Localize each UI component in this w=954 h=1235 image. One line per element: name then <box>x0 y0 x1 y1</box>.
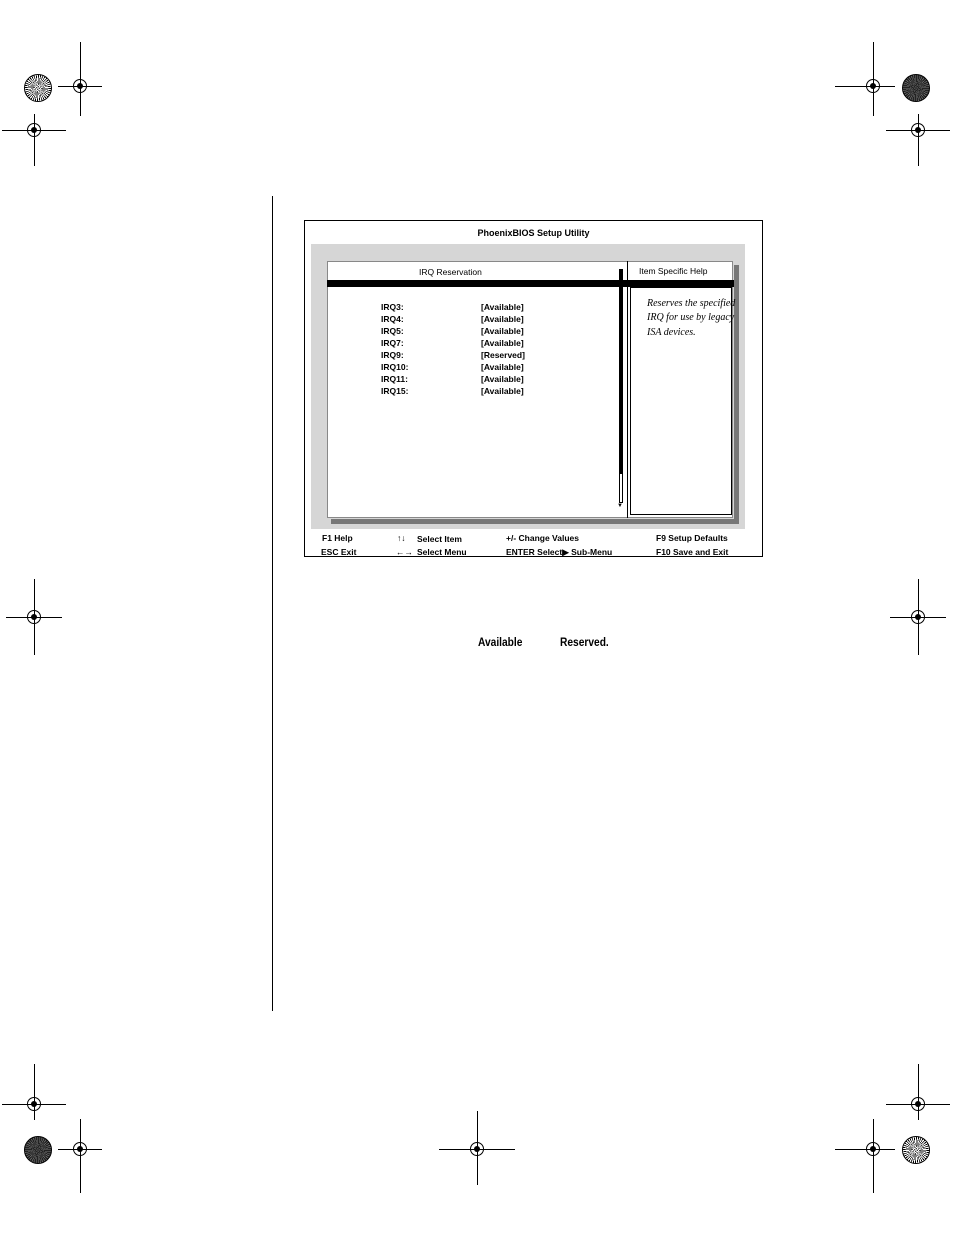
key-f10-save: F10 Save and Exit <box>656 547 729 557</box>
irq-value[interactable]: [Available] <box>481 362 524 372</box>
help-text: Reserves the specified IRQ for use by legacy ISA devices. <box>647 298 736 338</box>
margin-rule <box>272 196 273 1011</box>
key-enter-select <box>506 547 612 558</box>
key-change-values: +/- Change Values <box>506 533 579 543</box>
color-bar-starburst-icon <box>24 74 52 102</box>
key-select-item: Select Item <box>417 534 462 544</box>
color-bar-starburst-icon <box>902 74 930 102</box>
play-arrow-icon: ▶ <box>562 547 569 557</box>
color-bar-starburst-icon <box>902 1136 930 1164</box>
panel-shadow <box>331 519 739 524</box>
irq-name: IRQ9: <box>381 350 404 360</box>
bios-screenshot <box>304 220 763 557</box>
irq-value[interactable]: [Available] <box>481 374 524 384</box>
irq-value[interactable]: [Available] <box>481 326 524 336</box>
irq-name: IRQ5: <box>381 326 404 336</box>
scrollbar-track[interactable] <box>619 473 623 503</box>
irq-name: IRQ11: <box>381 374 408 384</box>
bios-title: PhoenixBIOS Setup Utility <box>477 228 590 238</box>
irq-name: IRQ10: <box>381 362 409 372</box>
help-title: Item Specific Help <box>639 266 708 276</box>
sub-menu-label: Sub-Menu <box>571 547 613 557</box>
caption-reserved: Reserved. <box>560 635 609 649</box>
irq-name: IRQ4: <box>381 314 404 324</box>
key-f1-help: F1 Help <box>322 533 353 543</box>
panel-divider <box>627 261 628 518</box>
key-select-menu: Select Menu <box>417 547 467 557</box>
caption-available: Available <box>478 635 523 649</box>
enter-select-label: ENTER Select <box>506 547 563 557</box>
irq-name: IRQ7: <box>381 338 404 348</box>
color-bar-starburst-icon <box>24 1136 52 1164</box>
scroll-down-arrow-icon[interactable]: ▼ <box>617 503 623 509</box>
irq-value[interactable]: [Available] <box>481 302 524 312</box>
updown-arrows-icon: ↑↓ <box>397 533 406 543</box>
key-esc-exit: ESC Exit <box>321 547 357 557</box>
irq-name: IRQ3: <box>381 302 404 312</box>
scrollbar-thumb[interactable] <box>619 269 623 473</box>
irq-value[interactable]: [Available] <box>481 386 524 396</box>
irq-value[interactable]: [Reserved] <box>481 350 525 360</box>
header-bar <box>327 280 734 287</box>
leftright-arrows-icon: ←→ <box>396 547 413 557</box>
irq-value[interactable]: [Available] <box>481 314 524 324</box>
menu-title: IRQ Reservation <box>419 267 482 277</box>
irq-value[interactable]: [Available] <box>481 338 524 348</box>
key-f9-defaults: F9 Setup Defaults <box>656 533 728 543</box>
irq-name: IRQ15: <box>381 386 409 396</box>
